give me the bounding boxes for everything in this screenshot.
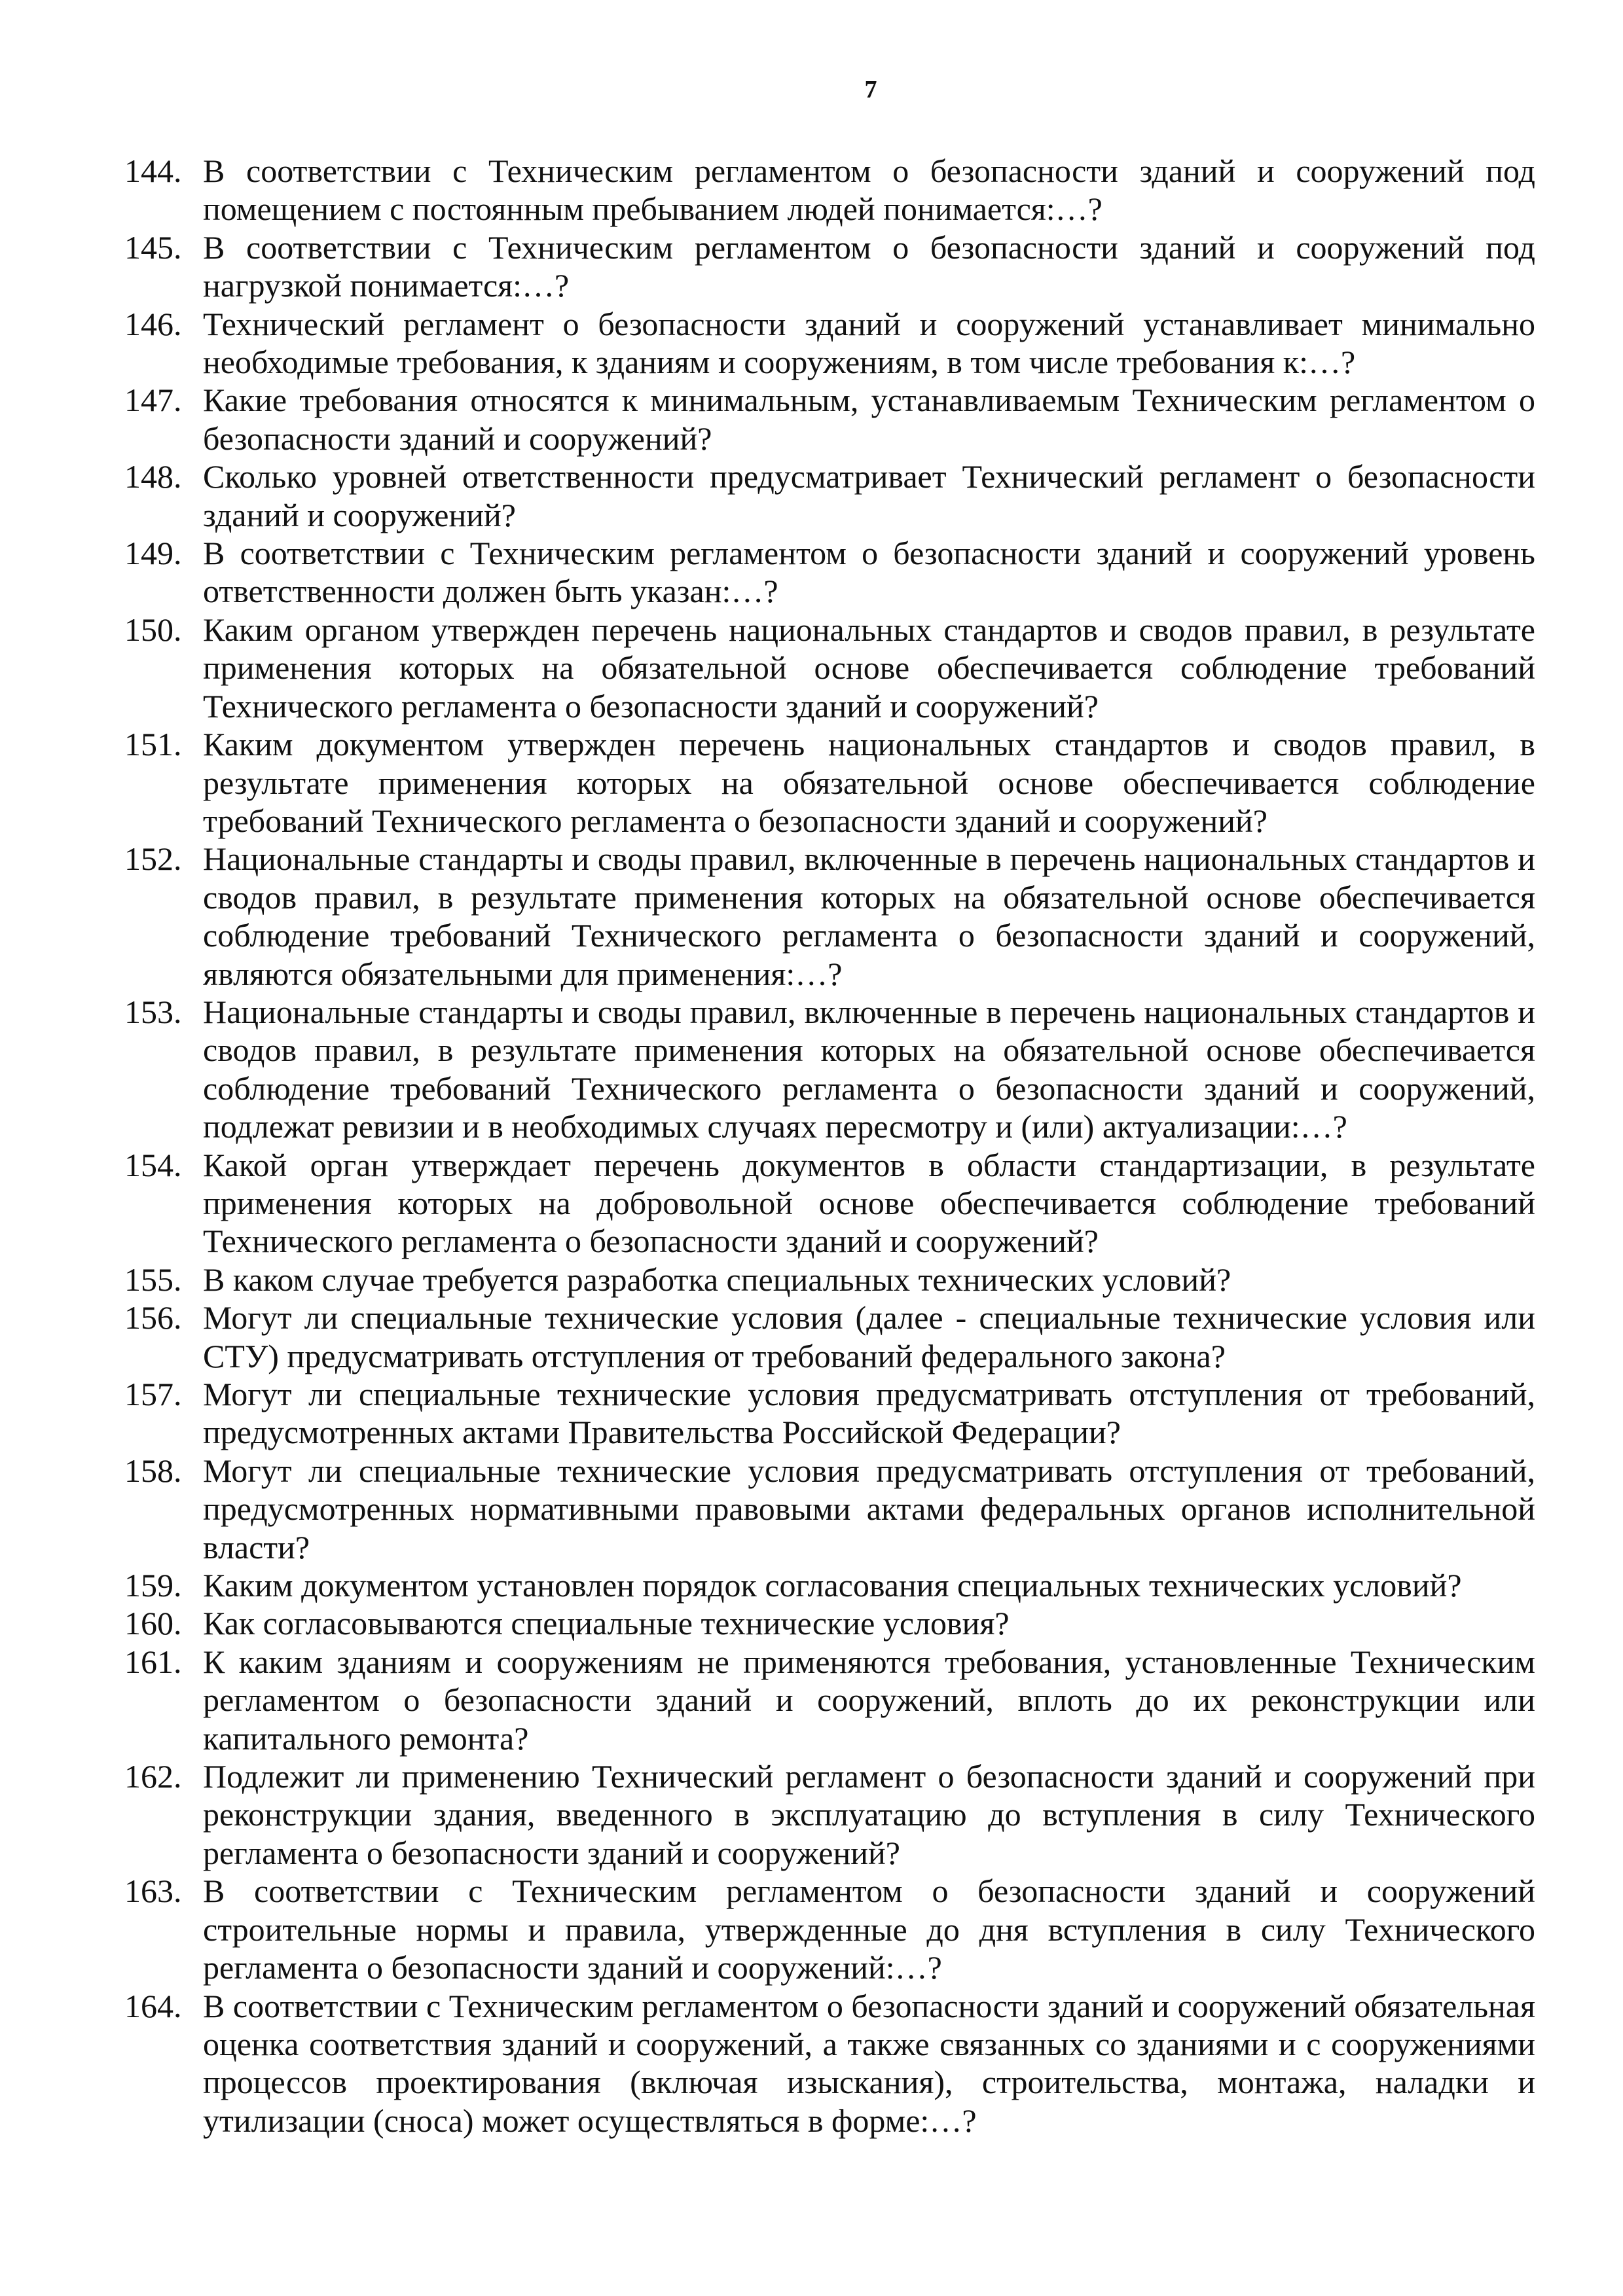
page-number: 7 <box>864 76 877 103</box>
question-number: 147. <box>124 382 182 419</box>
question-number: 154. <box>124 1146 182 1183</box>
question-item <box>124 534 1535 611</box>
question-item <box>124 1757 1535 1872</box>
question-number: 146. <box>124 305 182 342</box>
question-number: 164. <box>124 1987 182 2024</box>
question-number: 145. <box>124 228 182 266</box>
question-text: В соответствии с Техническим регламентом о безопасности зданий и сооружений обязательная оценка соответствия зданий и сооружений, а также связанных со зданиями и с сооружениями процессов проектирования (включая изыскания), строительства, монтажа, наладки и утилизации (сноса) может осуществляться в форме:…? <box>203 1987 1535 2139</box>
question-item <box>124 1987 1535 2140</box>
question-item <box>124 1566 1535 1604</box>
question-text: Национальные стандарты и своды правил, включенные в перечень национальных стандартов и сводов правил, в результате применения которых на обязательной основе обеспечивается соблюдение требований Технического регламента о безопасности зданий и сооружений, подлежат ревизии и в необходимых случаях пересмотру и (или) актуализации:…? <box>203 993 1535 1145</box>
question-item <box>124 381 1535 457</box>
question-number: 162. <box>124 1758 182 1795</box>
question-number: 159. <box>124 1567 182 1604</box>
question-item <box>124 993 1535 1146</box>
question-number: 153. <box>124 993 182 1030</box>
question-item <box>124 457 1535 534</box>
question-text: К каким зданиям и сооружениям не применяются требования, установленные Техническим регламентом о безопасности зданий и сооружений, вплоть до их реконструкции или капитального ремонта? <box>203 1643 1535 1757</box>
question-item <box>124 1452 1535 1566</box>
question-number: 158. <box>124 1452 182 1489</box>
question-text: В соответствии с Техническим регламентом о безопасности зданий и сооружений уровень ответственности должен быть указан:…? <box>203 535 1535 610</box>
question-text: В соответствии с Техническим регламентом о безопасности зданий и сооружений строительные нормы и правила, утвержденные до дня вступления в силу Технического регламента о безопасности зданий и сооружений:…? <box>203 1873 1535 1986</box>
question-item <box>124 1604 1535 1642</box>
question-text: Могут ли специальные технические условия (далее - специальные технические условия или СТУ) предусматривать отступления от требований федерального закона? <box>203 1299 1535 1374</box>
question-item <box>124 1261 1535 1299</box>
question-item <box>124 1299 1535 1375</box>
question-text: Каким документом утвержден перечень национальных стандартов и сводов правил, в результате применения которых на обязательной основе обеспечивается соблюдение требований Технического регламента о безопасности зданий и сооружений? <box>203 726 1535 839</box>
question-item <box>124 611 1535 725</box>
question-number: 144. <box>124 152 182 189</box>
question-item <box>124 1872 1535 1986</box>
question-list <box>124 152 1535 2140</box>
question-text: Как согласовываются специальные технические условия? <box>203 1605 1010 1642</box>
question-text: Каким документом установлен порядок согласования специальных технических условий? <box>203 1567 1462 1604</box>
question-text: Могут ли специальные технические условия предусматривать отступления от требований, предусмотренных нормативными правовыми актами федеральных органов исполнительной власти? <box>203 1452 1535 1566</box>
question-item <box>124 725 1535 840</box>
question-text: Какие требования относятся к минимальным, устанавливаемым Техническим регламентом о безопасности зданий и сооружений? <box>203 382 1535 457</box>
question-item <box>124 305 1535 382</box>
question-item <box>124 228 1535 305</box>
question-text: Какой орган утверждает перечень документов в области стандартизации, в результате применения которых на добровольной основе обеспечивается соблюдение требований Технического регламента о безопасности зданий и сооружений? <box>203 1146 1535 1260</box>
question-text: Подлежит ли применению Технический регламент о безопасности зданий и сооружений при реконструкции здания, введенного в эксплуатацию до вступления в силу Технического регламента о безопасности зданий и сооружений? <box>203 1758 1535 1871</box>
question-item <box>124 1146 1535 1261</box>
question-number: 149. <box>124 535 182 572</box>
question-text: Сколько уровней ответственности предусматривает Технический регламент о безопасности зданий и сооружений? <box>203 458 1535 533</box>
question-item <box>124 840 1535 993</box>
question-text: В соответствии с Техническим регламентом о безопасности зданий и сооружений под нагрузкой понимается:…? <box>203 228 1535 304</box>
question-text: Технический регламент о безопасности зданий и сооружений устанавливает минимально необходимые требования, к зданиям и сооружениям, в том числе требования к:…? <box>203 305 1535 381</box>
question-number: 151. <box>124 726 182 763</box>
question-text: В соответствии с Техническим регламентом о безопасности зданий и сооружений под помещением с постоянным пребыванием людей понимается:…? <box>203 152 1535 228</box>
question-item <box>124 1643 1535 1757</box>
question-number: 163. <box>124 1873 182 1910</box>
question-item <box>124 152 1535 228</box>
question-number: 152. <box>124 840 182 878</box>
question-number: 148. <box>124 458 182 495</box>
question-number: 161. <box>124 1643 182 1680</box>
question-number: 155. <box>124 1261 182 1298</box>
question-text: В каком случае требуется разработка специальных технических условий? <box>203 1261 1231 1298</box>
question-item <box>124 1375 1535 1452</box>
question-text: Национальные стандарты и своды правил, включенные в перечень национальных стандартов и сводов правил, в результате применения которых на обязательной основе обеспечивается соблюдение требований Технического регламента о безопасности зданий и сооружений, являются обязательными для применения:…? <box>203 840 1535 992</box>
question-text: Каким органом утвержден перечень национальных стандартов и сводов правил, в результате применения которых на обязательной основе обеспечивается соблюдение требований Технического регламента о безопасности зданий и сооружений? <box>203 611 1535 725</box>
question-text: Могут ли специальные технические условия предусматривать отступления от требований, предусмотренных актами Правительства Российской Федерации? <box>203 1376 1535 1451</box>
question-number: 160. <box>124 1605 182 1642</box>
question-number: 157. <box>124 1376 182 1412</box>
question-number: 156. <box>124 1299 182 1336</box>
question-number: 150. <box>124 611 182 648</box>
